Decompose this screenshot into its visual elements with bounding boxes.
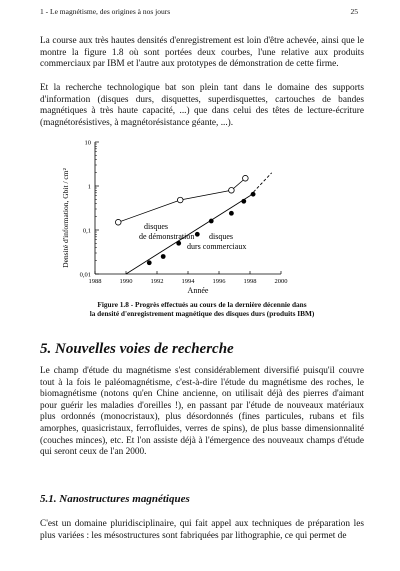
paragraph-nanostructures: C'est un domaine pluridisciplinaire, qui fait appel aux techniques de préparation les plus variées : les mésostructures sont fabriquées par lithographie, ce qui permet de [40, 519, 364, 541]
figure-caption-line1: Figure 1.8 - Progrès effectués au cours de la dernière décennie dans [97, 300, 307, 309]
demo-point [115, 219, 121, 225]
x-tick-label: 1992 [150, 278, 164, 285]
annotation-demonstration-line1: disques [144, 222, 168, 231]
annotation-demonstration-line2: de démonstration [139, 232, 195, 241]
figure-caption-line2: la densité d'enregistrement magnétique des disques durs (produits IBM) [89, 309, 315, 319]
x-tick-label: 1990 [119, 278, 133, 285]
x-tick-label: 1998 [243, 278, 257, 285]
demo-point [177, 197, 183, 203]
x-tick-label: 2000 [274, 278, 288, 285]
chart-y-axis-label: Densité d'information, Gbit / cm² [61, 168, 70, 268]
commercial-point [147, 260, 152, 265]
x-tick-label: 1988 [88, 278, 102, 285]
paragraph-intro: La course aux très hautes densités d'enregistrement est loin d'être achevée, ainsi que le montre la figure 1.8 où sont portées deux courbes, l'une relative aux produits commerciaux par IBM et l'autre aux prototypes de démonstration de cette firme. [40, 36, 364, 70]
y-tick-label: 0,1 [82, 227, 91, 235]
paragraph-research: Et la recherche technologique bat son plein tant dans le domaine des supports d'information (disques durs, disquettes, superdisquettes, cartouches de bandes magnétiques à très haute capacité, ...) que dans celui des têtes de lecture-écriture (magnétorésistives, à magnétorésistance géante, ...). [40, 83, 364, 128]
demo-point [243, 175, 249, 181]
annotation-commercial-line1: disques [209, 232, 233, 241]
y-tick-label: 0,01 [79, 271, 91, 279]
running-header [40, 7, 360, 19]
chart-ticks [80, 140, 288, 286]
subsection-title: 5.1. Nanostructures magnétiques [40, 493, 190, 505]
paragraph-research-fields: Le champ d'étude du magnétisme s'est considérablement diversifié puisqu'il couvre tout à la fois le paléomagnétisme, c'est-à-dire l'étude du magnétisme des roches, le biomagnétisme (notons qu'en Chine ancienne, on utilisait déjà des pierres d'aimant pour guérir les maladies d'oreilles !), en passant par l'étude de nouveaux matériaux plus ordonnés (monocristaux), plus désordonnés (fines particules, rubans et fils amorphes, quasicristaux, ferrofluides, verres de spins), de plus basse dimensionnalité (couches minces), etc. Et l'on assiste déjà à l'émergence des nouveaux champs d'étude qui seront ceux de l'an 2000. [40, 366, 364, 458]
commercial-point [251, 192, 256, 197]
chart-axes [95, 142, 281, 274]
x-tick-label: 1994 [181, 278, 195, 285]
section-title: 5. Nouvelles voies de recherche [40, 341, 234, 357]
chart-marks [115, 173, 271, 274]
figure-1-8-chart [0, 136, 400, 296]
figure-caption [40, 300, 364, 319]
commercial-point [209, 219, 214, 224]
header-page-number: 25 [350, 7, 358, 16]
commercial-point [241, 199, 246, 204]
commercial-point [195, 232, 200, 237]
commercial-point [229, 211, 234, 216]
demo-point [229, 187, 235, 193]
commercial-point [176, 241, 181, 246]
y-tick-label: 1 [87, 183, 91, 191]
y-tick-label: 10 [84, 139, 91, 147]
header-chapter-title: 1 - Le magnétisme, des origines à nos jours [40, 7, 171, 16]
chart-x-axis-label: Année [187, 286, 209, 295]
commercial-point [161, 254, 166, 259]
x-tick-label: 1996 [212, 278, 226, 285]
annotation-commercial-line2: durs commerciaux [187, 242, 247, 251]
